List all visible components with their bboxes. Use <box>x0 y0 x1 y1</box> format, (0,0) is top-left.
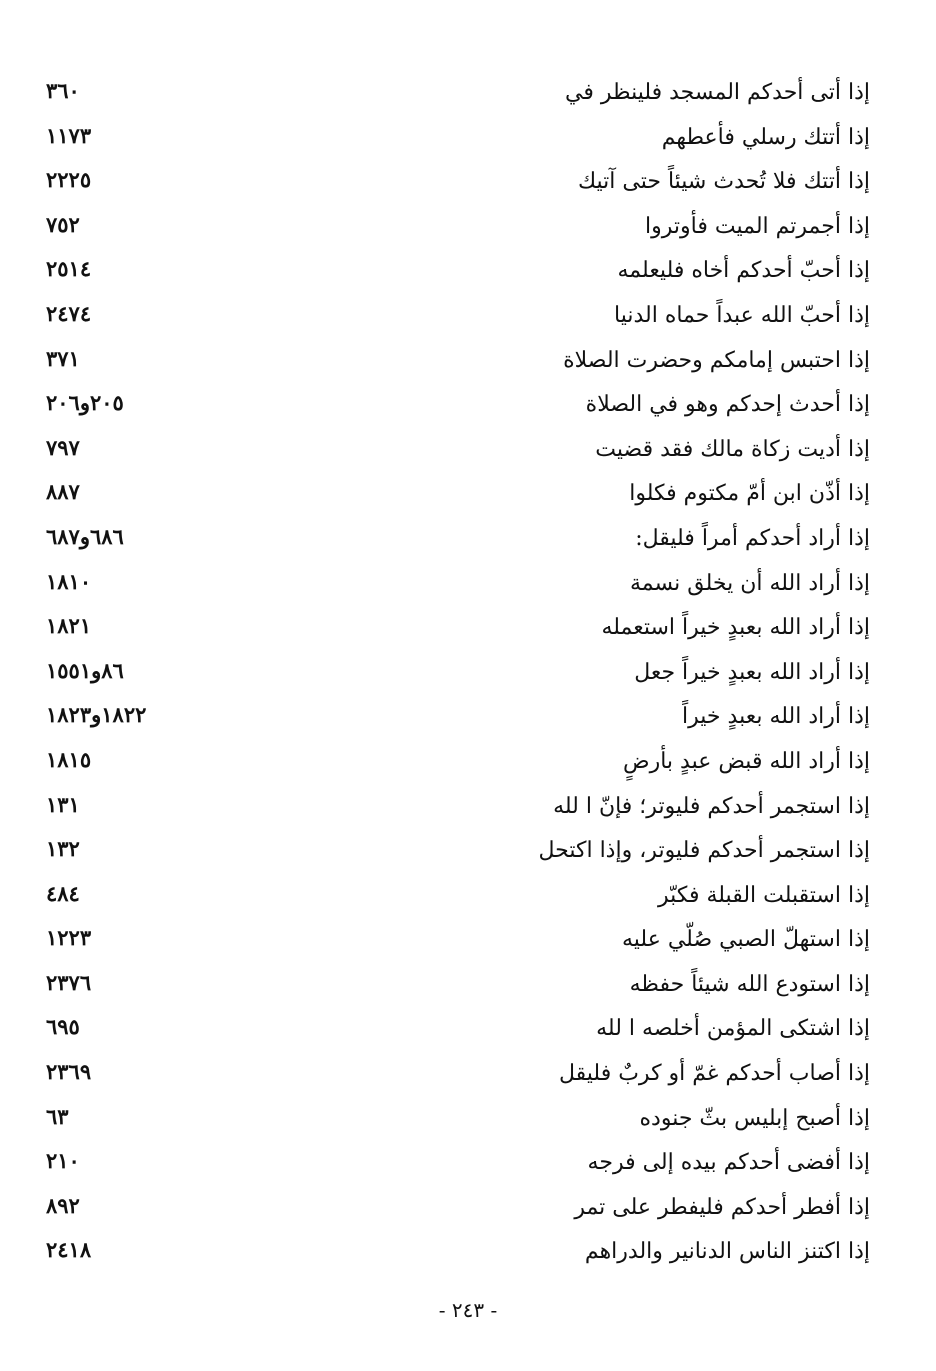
index-entry <box>40 786 870 831</box>
entry-reference-number: ١٣١ <box>46 791 80 817</box>
entry-text: إذا أحدث إحدكم وهو في الصلاة <box>585 392 870 418</box>
entry-reference-number: ١٨١٥ <box>46 746 92 772</box>
entry-text: إذا اشتكى المؤمن أخلصه ا لله <box>596 1016 870 1042</box>
entry-reference-number: ٨٦و١٥٥١ <box>46 657 124 683</box>
index-entry <box>40 72 870 117</box>
entry-reference-number: ١٢٢٣ <box>46 925 92 951</box>
index-entry <box>40 652 870 697</box>
entry-text: إذا استجمر أحدكم فليوتر، وإذا اكتحل <box>538 838 870 864</box>
entry-reference-number: ٦٣ <box>46 1103 69 1129</box>
entry-reference-number: ١٨٢٢و١٨٢٣ <box>46 702 147 728</box>
entry-reference-number: ٧٩٧ <box>46 434 80 460</box>
index-entry <box>40 206 870 251</box>
entry-text: إذا أتتك فلا تُحدث شيئاً حتى آتيك <box>577 169 870 195</box>
entry-reference-number: ٣٦٠ <box>46 78 80 103</box>
entry-text: إذا أفطر أحدكم فليفطر على تمر <box>574 1194 870 1220</box>
index-entry <box>40 473 870 518</box>
entry-text: إذا أراد الله قبض عبدٍ بأرضٍ <box>623 748 870 774</box>
entry-text: إذا استودع الله شيئاً حفظه <box>629 971 870 997</box>
index-entry <box>40 161 870 206</box>
index-entry <box>40 250 870 295</box>
index-entry <box>40 875 870 920</box>
index-entry <box>40 1187 870 1232</box>
entry-text: إذا أفضى أحدكم بيده إلى فرجه <box>587 1150 870 1176</box>
entry-text: إذا استهلّ الصبي صُلّي عليه <box>622 927 870 953</box>
entry-reference-number: ٨٨٧ <box>46 479 80 505</box>
index-entry <box>40 741 870 786</box>
index-entry <box>40 919 870 964</box>
index-entry <box>40 696 870 741</box>
entry-text: إذا أصاب أحدكم غمّ أو كربٌ فليقل <box>559 1061 870 1087</box>
index-entry <box>40 295 870 340</box>
entry-reference-number: ٢٤٧٤ <box>46 300 92 326</box>
entry-text: إذا استقبلت القبلة فكبّر <box>658 882 870 908</box>
entry-reference-number: ٣٧١ <box>46 345 80 371</box>
entry-reference-number: ٢٠٥و٢٠٦ <box>46 390 124 416</box>
entry-text: إذا أتتك رسلي فأعطهم <box>661 124 870 150</box>
entry-reference-number: ٢١٠ <box>46 1148 80 1174</box>
entry-text: إذا أراد أحدكم أمراً فليقل: <box>635 525 870 551</box>
hadith-index-list <box>40 72 870 1276</box>
entry-text: إذا أحبّ أحدكم أخاه فليعلمه <box>617 258 870 284</box>
index-entry <box>40 429 870 474</box>
entry-text: إذا استجمر أحدكم فليوتر؛ فإنّ ا لله <box>553 793 870 819</box>
index-entry <box>40 117 870 162</box>
index-entry <box>40 340 870 385</box>
index-entry <box>40 1008 870 1053</box>
entry-text: إذا أراد الله بعبدٍ خيراً <box>682 704 870 730</box>
entry-reference-number: ٧٥٢ <box>46 211 80 237</box>
entry-text: إذا أحبّ الله عبداً حماه الدنيا <box>614 302 870 328</box>
entry-text: إذا اكتنز الناس الدنانير والدراهم <box>584 1239 870 1265</box>
entry-text: إذا أتى أحدكم المسجد فلينظر في <box>565 80 870 105</box>
entry-text: إذا أجمرتم الميت فأوتروا <box>645 213 870 239</box>
entry-reference-number: ١٣٢ <box>46 836 80 862</box>
entry-reference-number: ١٨٢١ <box>46 613 92 639</box>
index-entry <box>40 518 870 563</box>
entry-text: إذا أديت زكاة مالك فقد قضيت <box>595 436 870 462</box>
entry-reference-number: ٢٤١٨ <box>46 1237 92 1263</box>
entry-reference-number: ١١٧٣ <box>46 122 92 148</box>
index-entry <box>40 563 870 608</box>
index-entry <box>40 964 870 1009</box>
entry-reference-number: ٦٨٦و٦٨٧ <box>46 523 124 549</box>
entry-reference-number: ٢٣٦٩ <box>46 1059 92 1085</box>
entry-text: إذا أذّن ابن أمّ مكتوم فكلوا <box>629 481 870 507</box>
entry-text: إذا أصبح إبليس بثّ جنوده <box>639 1105 870 1131</box>
index-entry <box>40 384 870 429</box>
entry-reference-number: ٢٢٢٥ <box>46 167 92 193</box>
index-entry <box>40 1231 870 1276</box>
entry-reference-number: ١٨١٠ <box>46 568 92 594</box>
entry-text: إذا احتبس إمامكم وحضرت الصلاة <box>563 347 870 373</box>
index-entry <box>40 1098 870 1143</box>
entry-reference-number: ٢٥١٤ <box>46 256 92 282</box>
index-entry <box>40 1142 870 1187</box>
index-entry <box>40 607 870 652</box>
entry-text: إذا أراد الله بعبدٍ خيراً جعل <box>634 659 870 685</box>
entry-reference-number: ٤٨٤ <box>46 880 80 906</box>
index-entry <box>40 830 870 875</box>
page-number: - ٢٤٣ - <box>438 1298 498 1322</box>
entry-text: إذا أراد الله بعبدٍ خيراً استعمله <box>601 615 870 641</box>
entry-reference-number: ٨٩٢ <box>46 1192 80 1218</box>
entry-reference-number: ٦٩٥ <box>46 1014 80 1040</box>
entry-text: إذا أراد الله أن يخلق نسمة <box>629 570 870 596</box>
entry-reference-number: ٢٣٧٦ <box>46 969 92 995</box>
index-entry <box>40 1053 870 1098</box>
